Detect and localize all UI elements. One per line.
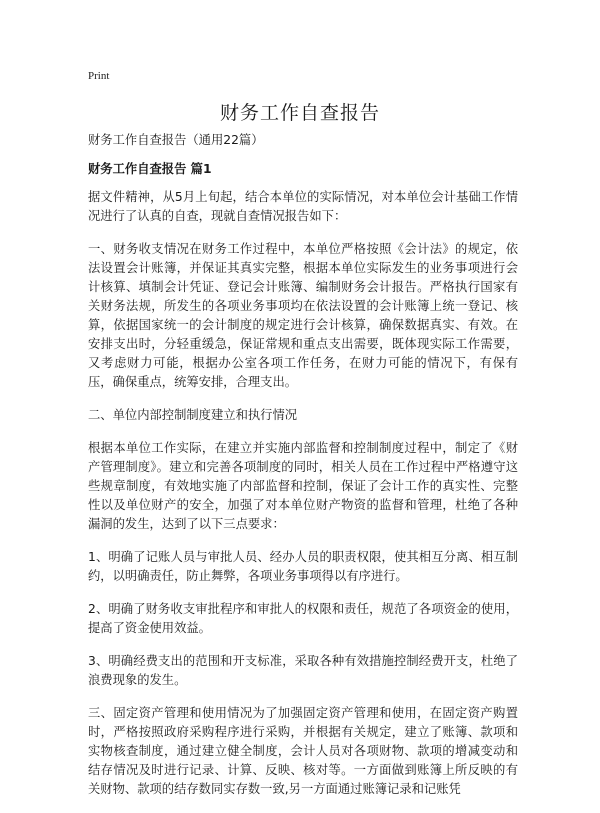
document-subtitle: 财务工作自查报告（通用22篇）: [88, 133, 264, 147]
paragraph-intro: 据文件精神，从5月上旬起，结合本单位的实际情况，对本单位会计基础工作情况进行了认真的自查，现就自查情况报告如下：: [88, 190, 518, 223]
paragraph-internal-control: 根据本单位工作实际，在建立并实施内部监督和控制制度过程中，制定了《财产管理制度》。建立和完善各项制度的同时，相关人员在工作过程中严格遵守这些规章制度，有效地实施了内部监督和控制，保证了会计工作的真实性、完整性以及单位财产的安全，加强了对本单位财产物资的监督和管理，杜绝了各种漏洞的发生，达到了以下三点要求：: [88, 441, 518, 531]
print-label: Print: [88, 70, 110, 82]
paragraph-fixed-assets: 三、固定资产管理和使用情况为了加强固定资产管理和使用，在固定资产购置时，严格按照政府采购程序进行采购，并根据有关规定，建立了账簿、款项和实物核查制度，通过建立健全制度，会计人员对各项财物、款项的增减变动和结存情况及时进行记录、计算、反映、核对等。一方面做到账簿上所反映的有关财物、款项的结存数同实存数一致,另一方面通过账簿记录和记账凭: [88, 706, 518, 796]
paragraph-point-1: 1、明确了记账人员与审批人员、经办人员的职责权限，使其相互分离、相互制约，以明确责任，防止舞弊，各项业务事项得以有序进行。: [88, 550, 518, 583]
section-heading: 财务工作自查报告 篇1: [88, 162, 212, 176]
paragraph-point-2: 2、明确了财务收支审批程序和审批人的权限和责任，规范了各项资金的使用，提高了资金使用效益。: [88, 602, 518, 635]
paragraph-point-3: 3、明确经费支出的范围和开支标准，采取各种有效措施控制经费开支，杜绝了浪费现象的发生。: [88, 654, 518, 687]
paragraph-financial-income-expense: 一、财务收支情况在财务工作过程中，本单位严格按照《会计法》的规定，依法设置会计账簿，并保证其真实完整，根据本单位实际发生的业务事项进行会计核算、填制会计凭证、登记会计账簿、编制财务会计报告。严格执行国家有关财务法规，所发生的各项业务事项均在依法设置的会计账簿上统一登记、核算，依据国家统一的会计制度的规定进行会计核算，确保数据真实、有效。在安排支出时，分轻重缓急，保证常规和重点支出需要，既体现实际工作需要，又考虑财力可能，根据办公室各项工作任务，在财力可能的情况下，有保有压，确保重点，统筹安排，合理支出。: [88, 242, 518, 389]
document-title: 财务工作自查报告: [219, 102, 380, 124]
paragraph-heading-internal-control: 二、单位内部控制制度建立和执行情况: [88, 408, 298, 422]
document-body: [88, 131, 518, 813]
